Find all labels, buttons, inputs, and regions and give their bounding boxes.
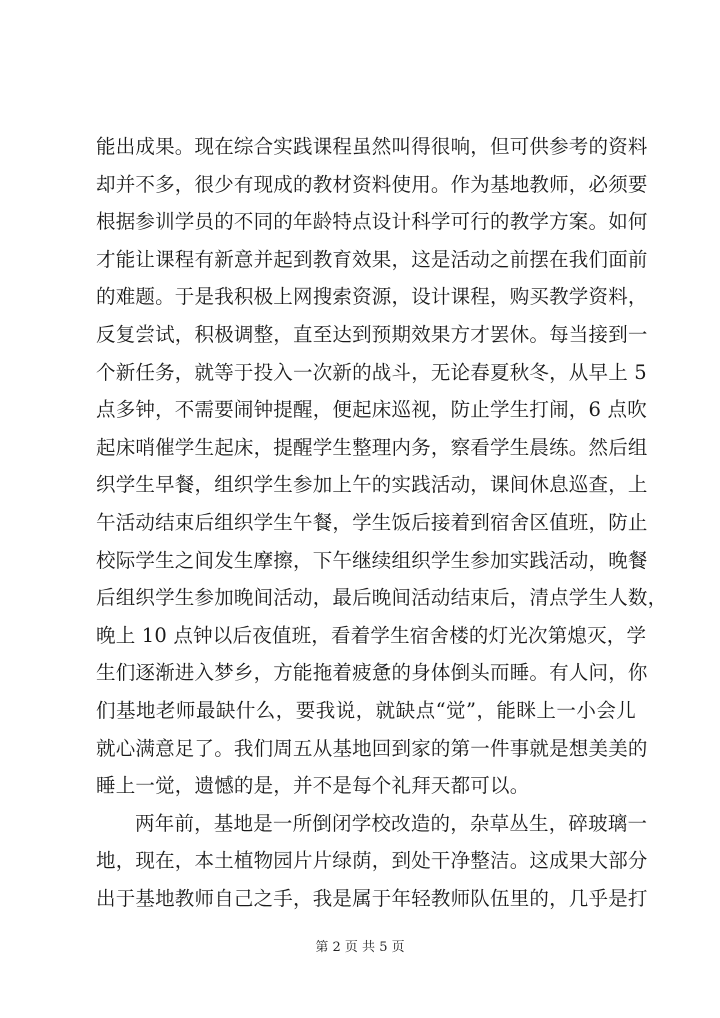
text-line: 却并不多，很少有现成的教材资料使用。作为基地教师，必须要	[96, 172, 648, 196]
text-line: 织学生早餐，组织学生参加上午的实践活动，课间休息巡查，上	[96, 473, 648, 497]
text-line: 根据参训学员的不同的年龄特点设计科学可行的教学方案。如何	[96, 210, 648, 234]
page-number-footer: 第 2 页 共 5 页	[315, 940, 405, 955]
text-line: 起床哨催学生起床，提醒学生整理内务，察看学生晨练。然后组	[96, 435, 648, 459]
text-line: 个新任务，就等于投入一次新的战斗，无论春夏秋冬，从早上 5	[96, 360, 647, 384]
text-line: 就心满意足了。我们周五从基地回到家的第一件事就是想美美的	[96, 736, 648, 760]
text-line: 点多钟，不需要闹钟提醒，便起床巡视，防止学生打闹，6 点吹	[96, 398, 647, 422]
text-line: 出于基地教师自己之手，我是属于年轻教师队伍里的，几乎是打	[96, 886, 648, 910]
text-line: 晚上 10 点钟以后夜值班，看着学生宿舍楼的灯光次第熄灭，学	[96, 623, 647, 647]
text-line: 校际学生之间发生摩擦，下午继续组织学生参加实践活动，晚餐	[96, 548, 648, 572]
text-line: 反复尝试，积极调整，直至达到预期效果方才罢休。每当接到一	[96, 322, 648, 346]
text-line: 的难题。于是我积极上网搜索资源，设计课程，购买教学资料，	[96, 285, 648, 309]
text-line: 生们逐渐进入梦乡，方能拖着疲惫的身体倒头而睡。有人问，你	[96, 661, 648, 685]
text-line: 才能让课程有新意并起到教育效果，这是活动之前摆在我们面前	[96, 247, 648, 271]
text-line: 能出成果。现在综合实践课程虽然叫得很响，但可供参考的资料	[96, 135, 648, 158]
text-line: 午活动结束后组织学生午餐，学生饭后接着到宿舍区值班，防止	[96, 510, 648, 534]
text-line: 地，现在，本土植物园片片绿荫，到处干净整洁。这成果大部分	[96, 849, 648, 873]
paragraph-first-line: 两年前，基地是一所倒闭学校改造的，杂草丛生，碎玻璃一	[135, 811, 648, 835]
body-text	[96, 128, 668, 917]
text-line: 后组织学生参加晚间活动，最后晚间活动结束后，清点学生人数，	[96, 586, 668, 610]
text-line: 们基地老师最缺什么，要我说，就缺点“觉”，能眯上一小会儿	[96, 698, 636, 722]
text-line: 睡上一觉，遗憾的是，并不是每个礼拜天都可以。	[96, 774, 530, 798]
